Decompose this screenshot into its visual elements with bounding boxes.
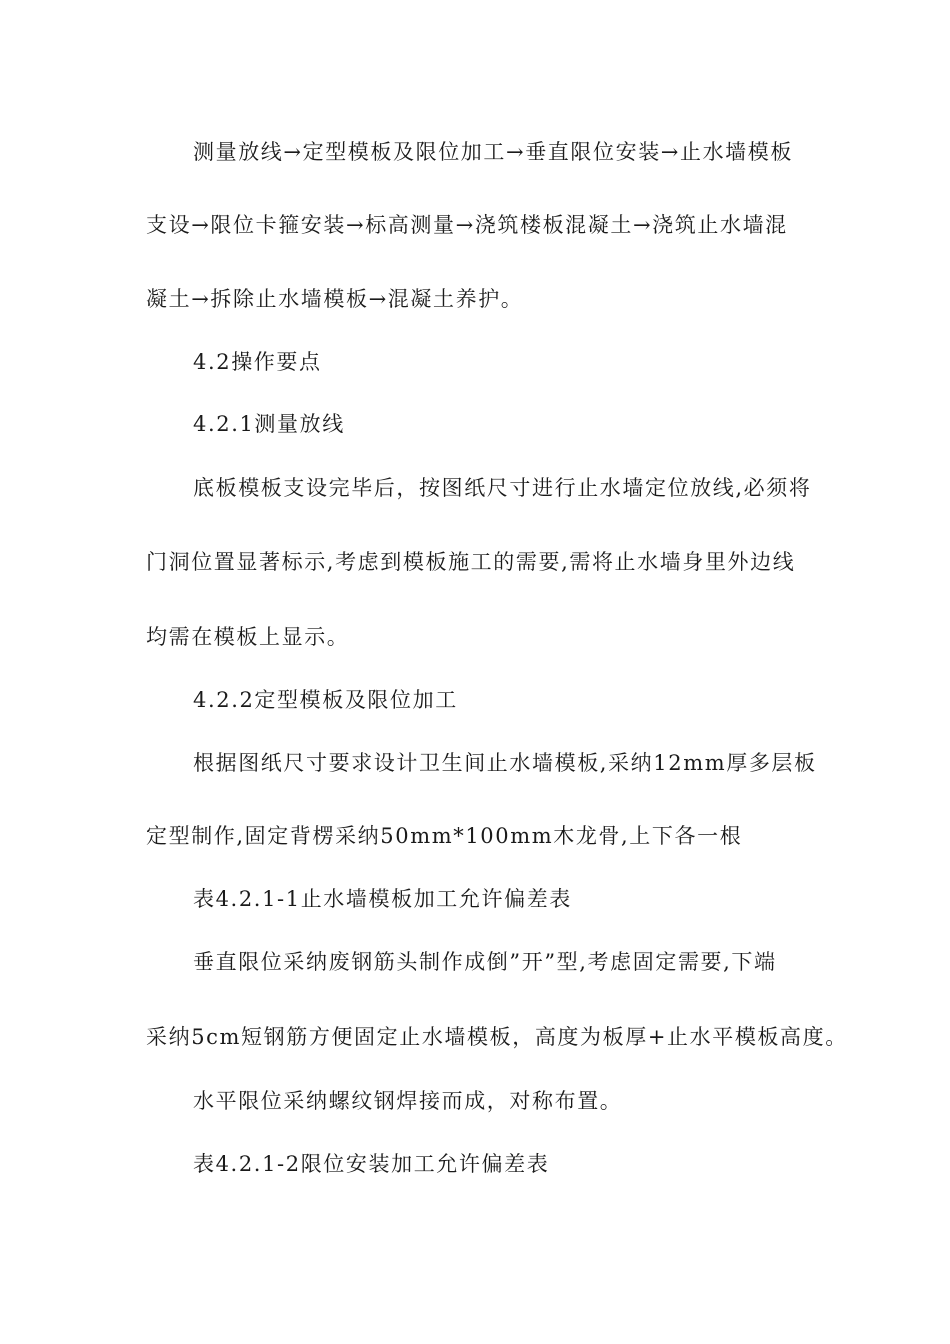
paragraph-survey-line-3: 均需在模板上显示。 [146, 625, 350, 649]
paragraph-horizontal-limit: 水平限位采纳螺纹钢焊接而成，对称布置。 [193, 1089, 623, 1113]
paragraph-vertical-limit-line-1: 垂直限位采纳废钢筋头制作成倒”开”型,考虑固定需要,下端 [193, 950, 777, 974]
paragraph-vertical-limit-line-2: 采纳5cm短钢筋方便固定止水墙模板，高度为板厚+止水平模板高度。 [146, 1025, 848, 1049]
process-flow-line-1: 测量放线→定型模板及限位加工→垂直限位安装→止水墙模板 [193, 140, 793, 164]
paragraph-survey-line-1: 底板模板支设完毕后，按图纸尺寸进行止水墙定位放线,必须将 [193, 476, 812, 500]
table-caption-4-2-1-2: 表4.2.1-2限位安装加工允许偏差表 [193, 1152, 550, 1176]
process-flow-line-2: 支设→限位卡箍安装→标高测量→浇筑楼板混凝土→浇筑止水墙混 [146, 213, 788, 237]
process-flow-line-3: 凝土→拆除止水墙模板→混凝土养护。 [146, 287, 524, 311]
table-caption-4-2-1-1: 表4.2.1-1止水墙模板加工允许偏差表 [193, 887, 572, 911]
paragraph-formwork-line-2: 定型制作,固定背楞采纳50mm*100mm木龙骨,上下各一根 [146, 824, 743, 848]
section-heading-4-2: 4.2操作要点 [193, 350, 322, 374]
paragraph-survey-line-2: 门洞位置显著标示,考虑到模板施工的需要,需将止水墙身里外边线 [146, 550, 796, 574]
section-heading-4-2-2: 4.2.2定型模板及限位加工 [193, 688, 458, 712]
section-heading-4-2-1: 4.2.1测量放线 [193, 412, 345, 436]
paragraph-formwork-line-1: 根据图纸尺寸要求设计卫生间止水墙模板,采纳12mm厚多层板 [193, 751, 817, 775]
